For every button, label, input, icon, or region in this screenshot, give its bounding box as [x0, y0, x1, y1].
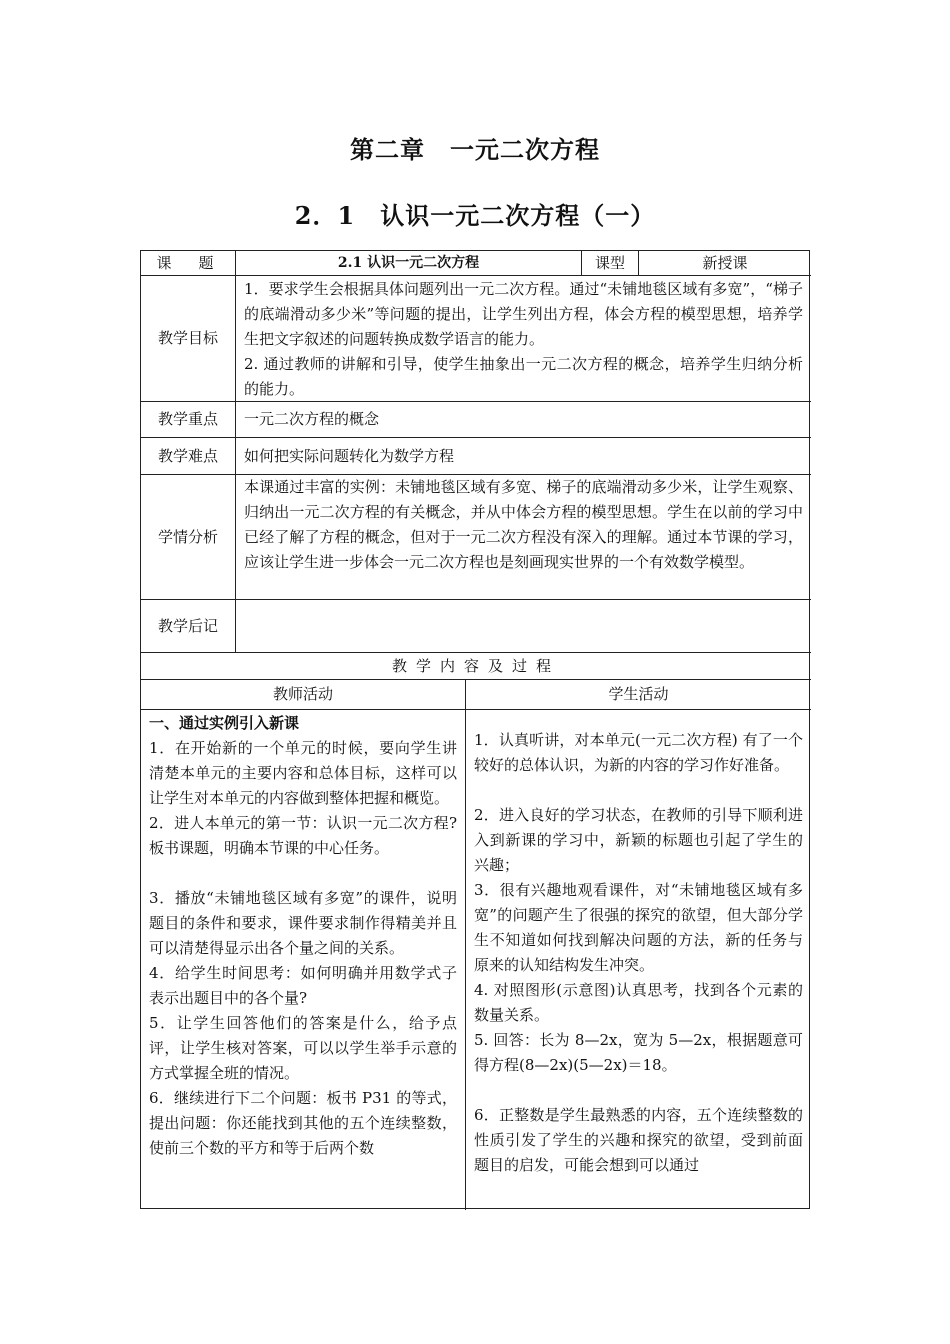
goal-item-2: 2. 通过教师的讲解和引导，使学生抽象出一元二次方程的概念，培养学生归纳分析的能力。	[244, 355, 803, 398]
lesson-title: 2．1 认识一元二次方程（一）	[294, 201, 656, 230]
student-item-5: 5. 回答：长为 8—2x，宽为 5—2x，根据题意可得方程(8—2x)(5—2x)＝18。	[474, 1031, 803, 1074]
lesson-plan-table	[140, 250, 810, 1209]
student-item-4: 4. 对照图形(示意图)认真思考，找到各个元素的数量关系。	[474, 981, 803, 1024]
student-item-6: 6．正整数是学生最熟悉的内容，五个连续整数的性质引发了学生的兴趣和探究的欲望，受到前面题目的启发，可能会想到可以通过	[474, 1106, 803, 1174]
key-point-value: 一元二次方程的概念	[244, 410, 380, 428]
key-point-label: 教学重点	[157, 410, 218, 428]
topic-value: 2.1 认识一元二次方程	[337, 254, 480, 271]
goal-item-1: 1．要求学生会根据具体问题列出一元二次方程。通过“未铺地毯区域有多宽”，“梯子的底端滑动多少米”等问题的提出，让学生列出方程，体会方程的模型思想，培养学生把文字叙述的问题转换成数学语言的能力。	[244, 280, 803, 348]
student-header: 学生活动	[608, 685, 669, 703]
teacher-item-3: 3．播放“未铺地毯区域有多宽”的课件，说明题目的条件和要求，课件要求制作得精美并且可以清楚得显示出各个量之间的关系。	[149, 889, 457, 957]
postnote-label: 教学后记	[157, 616, 218, 635]
teacher-header: 教师活动	[272, 685, 333, 703]
student-activities	[466, 710, 811, 1210]
teacher-item-1: 1．在开始新的一个单元的时候，要向学生讲清楚本单元的主要内容和总体目标，这样可以让学生对本单元的内容做到整体把握和概览。	[149, 739, 457, 807]
chapter-title: 第二章 一元二次方程	[350, 135, 600, 164]
teacher-activities	[141, 710, 465, 1210]
teacher-item-6: 6．继续进行下二个问题：板书 P31 的等式，提出问题：你还能找到其他的五个连续整数，使前三个数的平方和等于后两个数	[149, 1089, 457, 1157]
postnote-value	[236, 600, 811, 652]
section-title: 一、通过实例引入新课	[149, 714, 300, 732]
student-item-2: 2．进入良好的学习状态，在教师的引导下顺利进入到新课的学习中，新颖的标题也引起了学生的兴趣；	[474, 806, 803, 874]
student-item-1: 1．认真听讲，对本单元(一元二次方程) 有了一个较好的总体认识，为新的内容的学习作好准备。	[474, 731, 803, 774]
type-value: 新授课	[702, 253, 748, 272]
teacher-item-4: 4．给学生时间思考：如何明确并用数学式子表示出题目中的各个量?	[149, 964, 457, 1007]
goals-label: 教学目标	[157, 329, 218, 347]
process-header: 教学内容及过程	[391, 656, 560, 675]
teacher-item-2: 2．进人本单元的第一节：认识一元二次方程? 板书课题，明确本节课的中心任务。	[149, 814, 457, 857]
teacher-item-5: 5．让学生回答他们的答案是什么，给予点评，让学生核对答案，可以以学生举手示意的方式掌握全班的情况。	[149, 1014, 457, 1082]
type-label: 课型	[594, 253, 625, 272]
analysis-value: 本课通过丰富的实例：未铺地毯区域有多宽、梯子的底端滑动多少米，让学生观察、归纳出一元二次方程的有关概念，并从中体会方程的模型思想。学生在以前的学习中已经了解了方程的概念，但对于一元二次方程没有深入的理解。通过本节课的学习，应该让学生进一步体会一元二次方程也是刻画现实世界的一个有效数学模型。	[244, 478, 803, 571]
difficulty-label: 教学难点	[157, 446, 218, 465]
student-item-3: 3．很有兴趣地观看课件，对“未铺地毯区域有多宽”的问题产生了很强的探究的欲望，但大部分学生不知道如何找到解决问题的方法，新的任务与原来的认知结构发生冲突。	[474, 881, 803, 974]
topic-label: 课 题	[156, 253, 220, 272]
difficulty-value: 如何把实际问题转化为数学方程	[244, 446, 455, 465]
goals-text	[236, 276, 811, 401]
analysis-label: 学情分析	[157, 527, 218, 546]
